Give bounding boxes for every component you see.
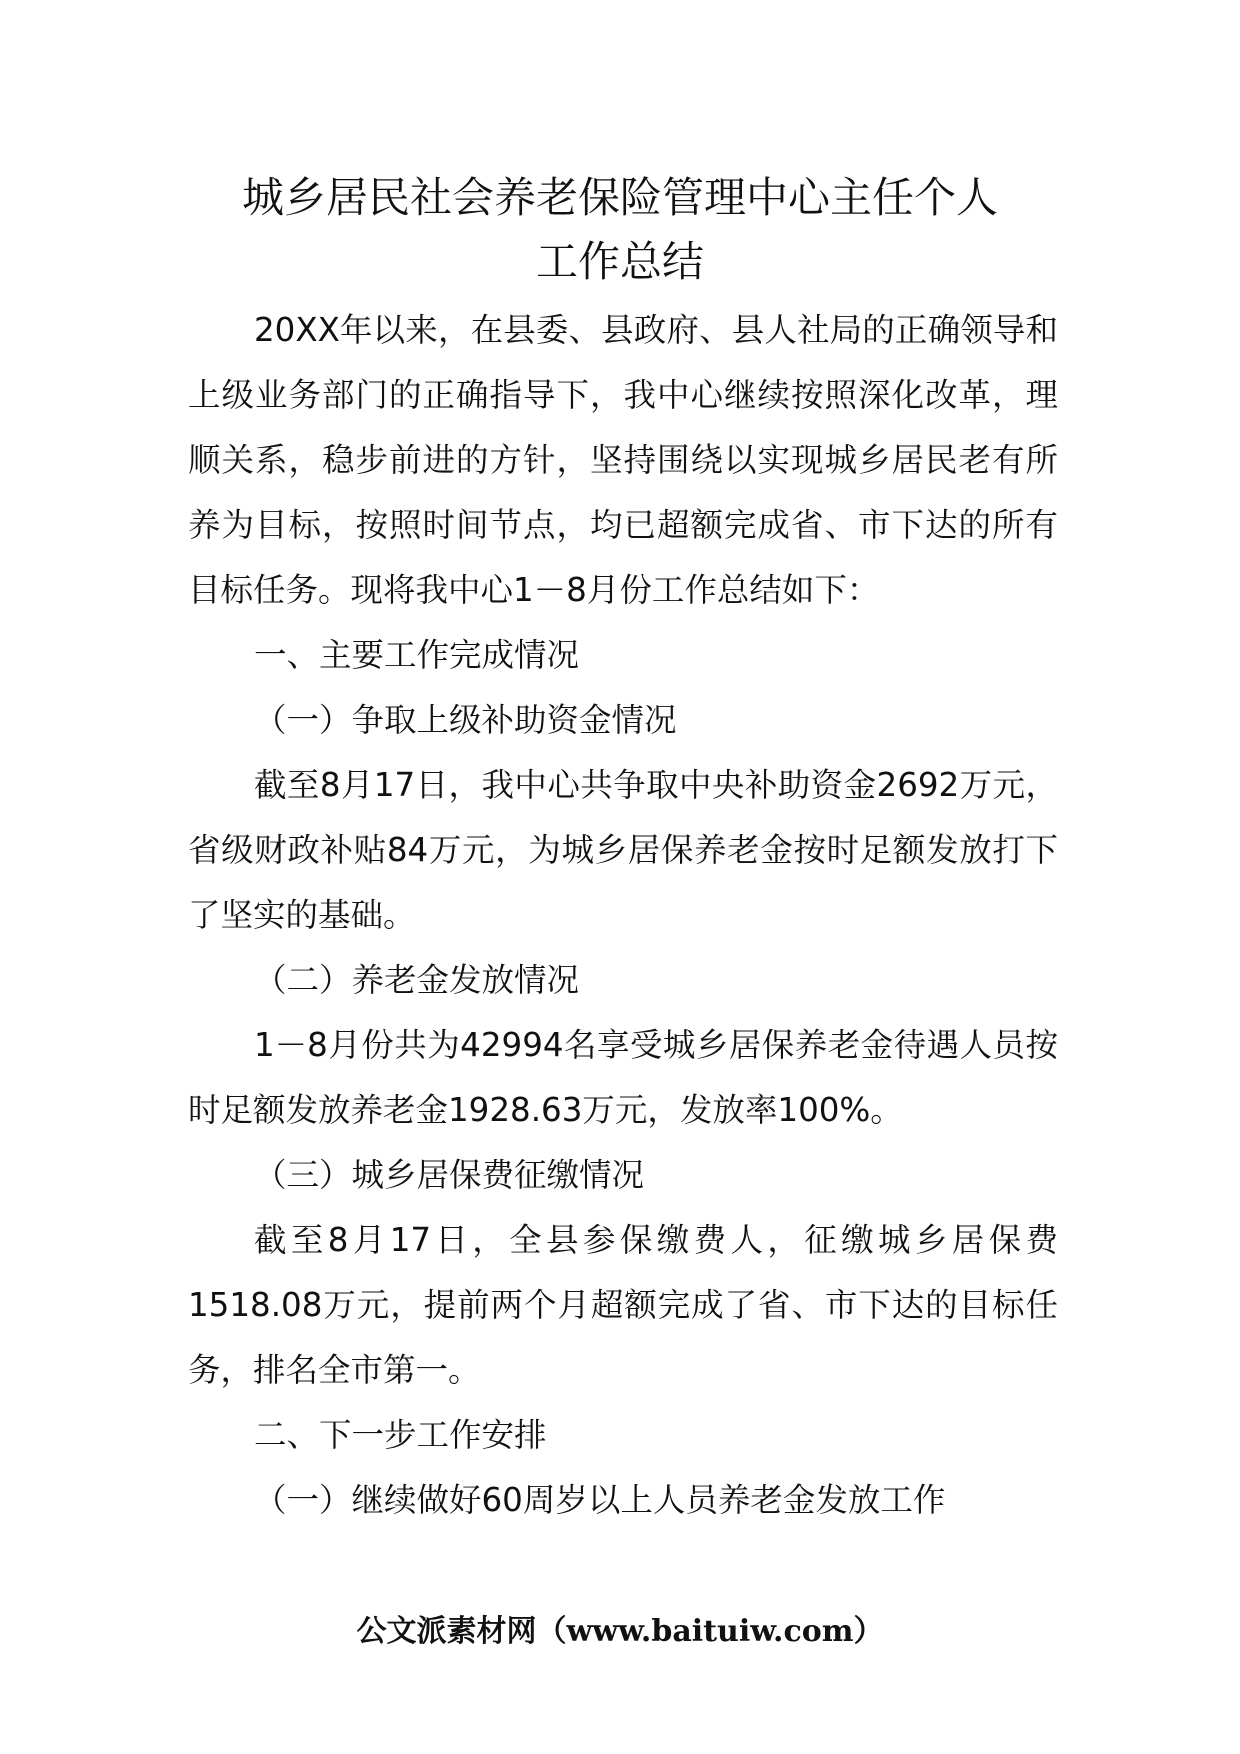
subsection-heading-subsidy: （一）争取上级补助资金情况 (254, 701, 677, 739)
fee-collection-paragraph: 截至8月17日，全县参保缴费人，征缴城乡居保费1518.08万元，提前两个月超额完成了省、市下达的目标任务，排名全市第一。 (188, 1221, 1058, 1389)
intro-paragraph: 20XX年以来，在县委、县政府、县人社局的正确领导和上级业务部门的正确指导下，我中心继续按照深化改革，理顺关系，稳步前进的方针，坚持围绕以实现城乡居民老有所养为目标，按照时间节点，均已超额完成省、市下达的所有目标任务。现将我中心1－8月份工作总结如下： (188, 311, 1058, 609)
subsidy-paragraph: 截至8月17日，我中心共争取中央补助资金2692万元，省级财政补贴84万元，为城乡居保养老金按时足额发放打下了坚实的基础。 (188, 766, 1058, 934)
document-title-line-2: 工作总结 (535, 237, 704, 286)
pension-payment-paragraph: 1－8月份共为42994名享受城乡居保养老金待遇人员按时足额发放养老金1928.63万元，发放率100%。 (188, 1026, 1058, 1129)
footer-watermark: 公文派素材网（www.baituiw.com） (356, 1614, 884, 1649)
section-heading-main-work: 一、主要工作完成情况 (254, 636, 580, 674)
subsection-heading-continue-payment: （一）继续做好60周岁以上人员养老金发放工作 (254, 1481, 946, 1519)
document-body (188, 298, 1058, 1533)
subsection-heading-pension-payment: （二）养老金发放情况 (254, 961, 580, 999)
subsection-heading-fee-collection: （三）城乡居保费征缴情况 (254, 1156, 645, 1194)
document-title-line-1: 城乡居民社会养老保险管理中心主任个人 (241, 173, 998, 222)
section-heading-next-steps: 二、下一步工作安排 (254, 1416, 547, 1454)
